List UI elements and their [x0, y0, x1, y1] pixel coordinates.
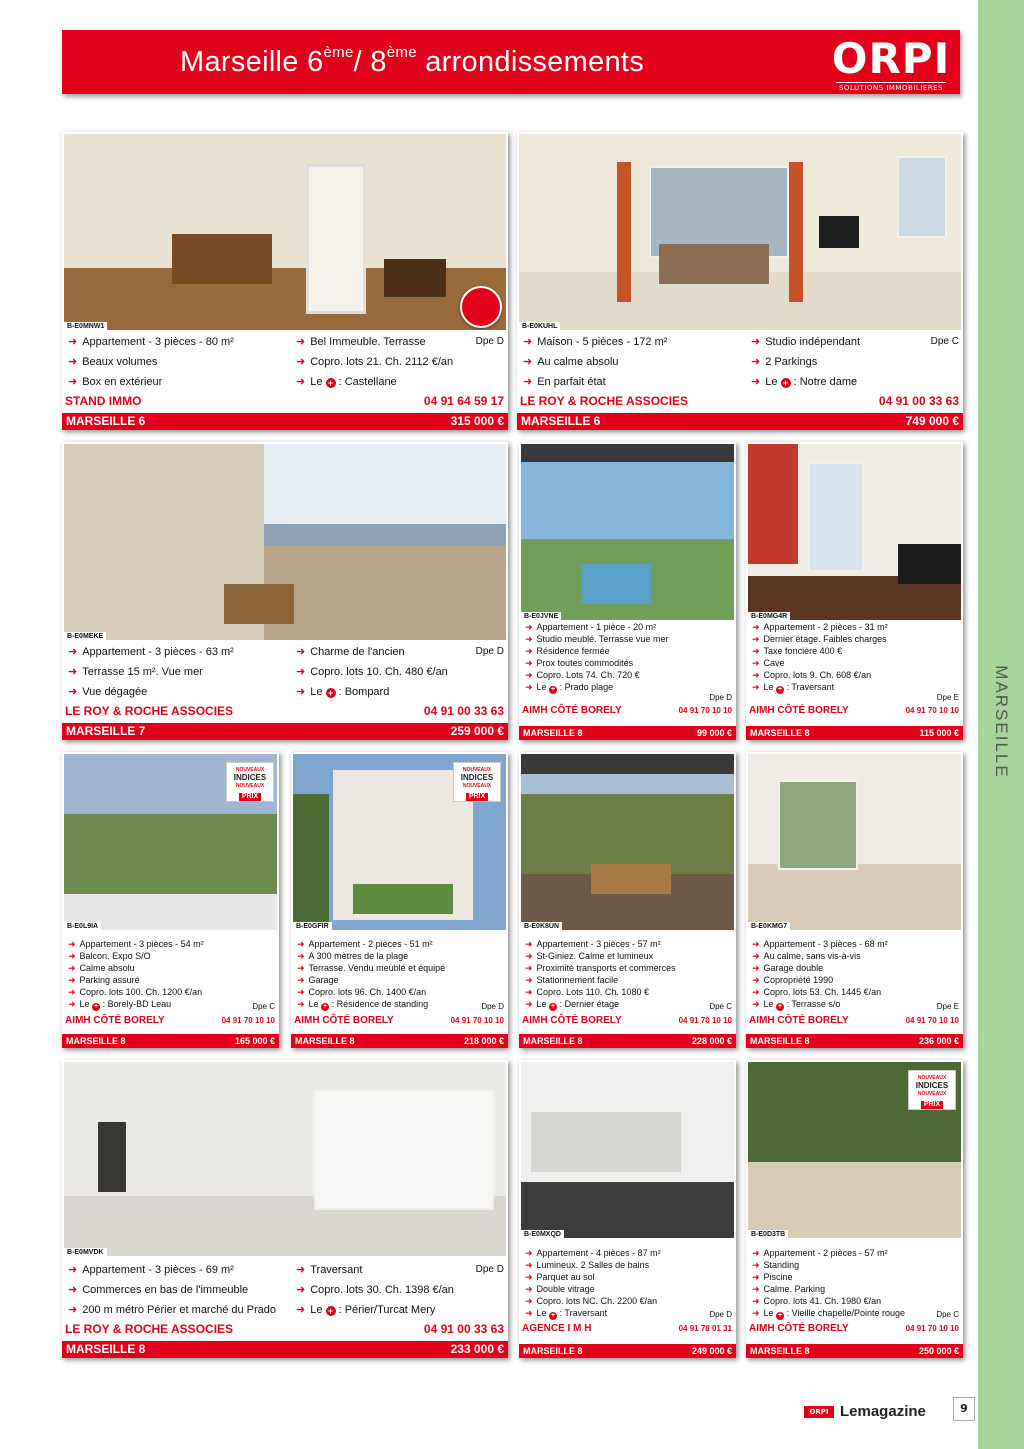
new-price-badge: NOUVEAUX INDICES NOUVEAUX PRIX — [226, 762, 274, 802]
agency-name[interactable]: LE ROY & ROCHE ASSOCIES — [65, 1322, 234, 1336]
agency-name[interactable]: AIMH CÔTÉ BORELY — [522, 1015, 622, 1026]
price-bar — [62, 413, 508, 430]
listing-card[interactable] — [746, 752, 963, 1048]
feature: ➜ Copro. lots 100. Ch. 1200 €/an — [68, 987, 203, 997]
city-label: MARSEILLE 8 — [66, 1342, 146, 1356]
agency-name[interactable]: AIMH CÔTÉ BORELY — [749, 705, 849, 716]
feature: ➜ 200 m métro Périer et marché du Prado — [68, 1304, 277, 1316]
plus-icon: + — [551, 1312, 556, 1319]
listing-ref: B-E0GFIR — [293, 922, 332, 930]
feature: ➜ Charme de l'ancien — [296, 646, 405, 658]
listing-card[interactable] — [62, 132, 508, 430]
photo-table — [172, 234, 272, 284]
feature-le-plus: ➜ Le + : Castellane — [296, 376, 397, 388]
photo-red-wall — [748, 444, 798, 564]
listing-ref: B-E0MEKE — [64, 632, 106, 640]
feature: ➜ Au calme, sans vis-à-vis — [752, 951, 861, 961]
listing-photo — [748, 444, 961, 620]
listing-card[interactable] — [291, 752, 508, 1048]
feature: ➜ Copro. lots 96. Ch. 1400 €/an — [297, 987, 427, 997]
city-label: MARSEILLE 8 — [750, 1346, 810, 1356]
price: 233 000 € — [450, 1342, 504, 1356]
price-bar — [62, 1034, 279, 1048]
price: 315 000 € — [450, 414, 504, 428]
photo-window — [778, 780, 858, 870]
listing-card[interactable] — [519, 1060, 736, 1358]
photo-city-view — [264, 544, 506, 640]
feature-le-plus: ➜ Le + : Bompard — [296, 686, 390, 698]
price-bar — [291, 1034, 508, 1048]
feature: ➜ Commerces en bas de l'immeuble — [68, 1284, 249, 1296]
city-label: MARSEILLE 6 — [66, 414, 146, 428]
listing-card[interactable] — [62, 442, 508, 740]
dpe-rating: Dpe D — [475, 336, 504, 347]
feature: ➜ Terrasse 15 m². Vue mer — [68, 666, 203, 678]
agency-phone[interactable]: 04 91 70 10 10 — [450, 1016, 504, 1025]
price-bar — [62, 723, 508, 740]
photo-curtain — [789, 162, 803, 302]
photo-sofa — [898, 544, 961, 584]
house-icon — [460, 286, 502, 328]
feature-le-plus: ➜ Le + : Traversant — [525, 1308, 608, 1319]
plus-icon: + — [551, 686, 556, 693]
price: 749 000 € — [905, 414, 959, 428]
photo-awning — [521, 444, 734, 462]
city-label: MARSEILLE 8 — [523, 1036, 583, 1046]
photo-table — [591, 864, 671, 894]
photo-table — [224, 584, 294, 624]
feature: ➜ Copro. Lots 110. Ch. 1080 € — [525, 987, 649, 997]
feature: ➜ Proximité transports et commerces — [525, 963, 676, 973]
price: 115 000 € — [919, 728, 959, 738]
listing-card[interactable] — [746, 1060, 963, 1358]
feature: ➜ Copropriété 1990 — [752, 975, 834, 985]
listing-photo — [521, 444, 734, 620]
listing-photo — [748, 1062, 961, 1238]
price-bar — [746, 726, 963, 740]
dpe-rating: Dpe E — [936, 1002, 959, 1011]
agency-phone[interactable]: 04 91 78 01 31 — [678, 1324, 732, 1333]
agency-phone[interactable]: 04 91 70 10 10 — [905, 706, 959, 715]
photo-curtain — [617, 162, 631, 302]
feature: ➜ Garage — [297, 975, 339, 985]
price: 236 000 € — [918, 1036, 959, 1046]
feature: ➜ Appartement - 3 pièces - 57 m² — [525, 939, 661, 949]
feature: ➜ Terrasse. Vendu meublé et équipé — [297, 963, 446, 973]
feature: ➜ Calme absolu — [68, 963, 135, 973]
feature-le-plus: ➜ Le + : Prado plage — [525, 682, 614, 693]
dpe-rating: Dpe D — [709, 693, 732, 702]
agency-phone[interactable]: 04 91 70 10 10 — [678, 706, 732, 715]
photo-floor — [748, 864, 961, 930]
feature: ➜ Parking assuré — [68, 975, 140, 985]
photo-gravel — [748, 1162, 961, 1238]
listing-photo — [64, 134, 506, 330]
feature: ➜ Studio indépendant — [751, 336, 861, 348]
orpi-logo — [830, 30, 952, 94]
feature: ➜ En parfait état — [523, 376, 606, 388]
listing-photo — [64, 1062, 506, 1256]
listing-ref: B-E0MG4R — [748, 612, 790, 620]
feature: ➜ Calme. Parking — [752, 1284, 826, 1294]
feature: ➜ Maison - 5 pièces - 172 m² — [523, 336, 668, 348]
title-city: Marseille 6 — [180, 46, 324, 78]
listing-ref: B-E0D3TB — [748, 1230, 788, 1238]
agency-name[interactable]: AIMH CÔTÉ BORELY — [522, 705, 622, 716]
feature: ➜ Copro. lots 41. Ch. 1980 €/an — [752, 1296, 882, 1306]
feature: ➜ Appartement - 3 pièces - 68 m² — [752, 939, 888, 949]
agency-name[interactable]: AIMH CÔTÉ BORELY — [294, 1015, 394, 1026]
plus-icon: + — [778, 1312, 783, 1319]
feature: ➜ Taxe foncière 400 € — [752, 646, 843, 656]
feature-le-plus: ➜ Le + : Traversant — [752, 682, 835, 693]
feature: ➜ Appartement - 2 pièces - 57 m² — [752, 1248, 888, 1258]
price: 250 000 € — [918, 1346, 959, 1356]
photo-doorway — [98, 1122, 126, 1192]
feature: ➜ A 300 mètres de la plage — [297, 951, 409, 961]
city-label: MARSEILLE 8 — [66, 1036, 126, 1046]
price: 218 000 € — [463, 1036, 504, 1046]
dpe-rating: Dpe D — [475, 1264, 504, 1275]
listing-photo — [64, 444, 506, 640]
feature: ➜ Parquet au sol — [525, 1272, 595, 1282]
price: 99 000 € — [696, 728, 732, 738]
photo-sofa — [659, 244, 769, 284]
listing-ref: B-E0MNW1 — [64, 322, 107, 330]
agency-phone[interactable]: 04 91 70 10 10 — [905, 1324, 959, 1333]
feature-le-plus: ➜ Le + : Notre dame — [751, 376, 858, 388]
agency-name[interactable]: AGENCE I M H — [522, 1323, 592, 1334]
feature: ➜ Appartement - 3 pièces - 63 m² — [68, 646, 234, 658]
feature: ➜ Appartement - 3 pièces - 54 m² — [68, 939, 204, 949]
photo-french-windows — [314, 1090, 494, 1210]
feature: ➜ Cave — [752, 658, 785, 668]
listing-card[interactable] — [519, 752, 736, 1048]
feature: ➜ Stationnement facile — [525, 975, 619, 985]
city-label: MARSEILLE 8 — [750, 728, 810, 738]
photo-tree — [293, 794, 329, 930]
photo-window — [808, 462, 864, 572]
new-price-badge: NOUVEAUX INDICES NOUVEAUX PRIX — [453, 762, 501, 802]
photo-door — [306, 164, 366, 314]
photo-cabinet — [384, 259, 446, 297]
agency-phone[interactable]: 04 91 64 59 17 — [423, 394, 504, 408]
price-bar — [746, 1344, 963, 1358]
listing-ref: B-E0K8UN — [521, 922, 562, 930]
title-sep: / 8 — [353, 46, 387, 78]
price-bar — [746, 1034, 963, 1048]
plus-icon: + — [778, 1003, 783, 1010]
page-number: 9 — [953, 1397, 975, 1421]
feature-le-plus: ➜ Le + : Périer/Turcat Mery — [296, 1304, 436, 1316]
price: 228 000 € — [691, 1036, 732, 1046]
photo-table — [581, 564, 651, 604]
feature: ➜ Studio meublé. Terrasse vue mer — [525, 634, 669, 644]
listing-ref: B-E0MXQD — [521, 1230, 564, 1238]
feature-le-plus: ➜ Le + : Vieille chapelle/Pointe rouge — [752, 1308, 905, 1319]
feature: ➜ Lumineux. 2 Salles de bains — [525, 1260, 650, 1270]
dpe-rating: Dpe D — [475, 646, 504, 657]
city-label: MARSEILLE 8 — [295, 1036, 355, 1046]
title-sup-1: ème — [323, 44, 354, 61]
listing-photo — [521, 1062, 734, 1238]
listing-photo — [519, 134, 961, 330]
photo-awning — [521, 754, 734, 774]
footer-orpi-logo: ORPI — [804, 1406, 834, 1418]
plus-icon: + — [551, 1003, 556, 1010]
agency-name[interactable]: AIMH CÔTÉ BORELY — [749, 1015, 849, 1026]
listing-card[interactable] — [517, 132, 963, 430]
dpe-rating: Dpe C — [936, 1310, 959, 1319]
price-bar — [519, 1344, 736, 1358]
photo-hedge — [353, 884, 453, 914]
listing-ref: B-E0KMG7 — [748, 922, 790, 930]
agency-name[interactable]: LE ROY & ROCHE ASSOCIES — [65, 704, 234, 718]
feature: ➜ Standing — [752, 1260, 800, 1270]
feature: ➜ Appartement - 2 pièces - 31 m² — [752, 622, 888, 632]
agency-phone[interactable]: 04 91 00 33 63 — [423, 704, 504, 718]
feature: ➜ Garage double — [752, 963, 824, 973]
dpe-rating: Dpe C — [709, 1002, 732, 1011]
feature-le-plus: ➜ Le + : Dernier étage — [525, 999, 620, 1010]
agency-phone[interactable]: 04 91 70 10 10 — [905, 1016, 959, 1025]
feature: ➜ Copro. lots NC. Ch. 2200 €/an — [525, 1296, 658, 1306]
side-label: MARSEILLE — [992, 665, 1011, 779]
feature-le-plus: ➜ Le + : Résidence de standing — [297, 999, 429, 1010]
listing-photo — [748, 754, 961, 930]
plus-icon: + — [778, 686, 783, 693]
feature: ➜ Au calme absolu — [523, 356, 619, 368]
dpe-rating: Dpe E — [936, 693, 959, 702]
city-label: MARSEILLE 8 — [750, 1036, 810, 1046]
dpe-rating: Dpe C — [930, 336, 959, 347]
feature: ➜ Copro. lots 10. Ch. 480 €/an — [296, 666, 448, 678]
feature: ➜ Résidence fermée — [525, 646, 610, 656]
listing-photo — [521, 754, 734, 930]
feature: ➜ Piscine — [752, 1272, 793, 1282]
feature: ➜ Vue dégagée — [68, 686, 148, 698]
agency-name[interactable]: AIMH CÔTÉ BORELY — [65, 1015, 165, 1026]
agency-phone[interactable]: 04 91 00 33 63 — [423, 1322, 504, 1336]
city-label: MARSEILLE 8 — [523, 728, 583, 738]
feature: ➜ Traversant — [296, 1264, 363, 1276]
photo-window — [897, 156, 947, 238]
listing-card[interactable] — [62, 752, 279, 1048]
listing-ref: B-E0JVNE — [521, 612, 561, 620]
photo-kitchen — [531, 1112, 681, 1172]
feature: ➜ Copro. Lots 74. Ch. 720 € — [525, 670, 640, 680]
title-sup-2: ème — [386, 44, 417, 61]
feature: ➜ Appartement - 2 pièces - 51 m² — [297, 939, 433, 949]
feature: ➜ 2 Parkings — [751, 356, 818, 368]
feature-le-plus: ➜ Le + : Terrasse s/o — [752, 999, 841, 1010]
photo-trees — [521, 794, 734, 874]
listing-card[interactable] — [62, 1060, 508, 1358]
feature: ➜ Copro. lots 21. Ch. 2112 €/an — [296, 356, 454, 368]
city-label: MARSEILLE 8 — [523, 1346, 583, 1356]
page-title — [180, 44, 644, 79]
plus-icon: + — [781, 378, 791, 388]
feature: ➜ Bel Immeuble. Terrasse — [296, 336, 426, 348]
footer-magazine-name: Lemagazine — [840, 1403, 926, 1420]
feature: ➜ Appartement - 1 pièce - 20 m² — [525, 622, 657, 632]
photo-tv — [819, 216, 859, 248]
listing-card[interactable] — [519, 442, 736, 740]
listing-card[interactable] — [746, 442, 963, 740]
feature-le-plus: ➜ Le + : Borely-BD Leau — [68, 999, 172, 1010]
listing-ref: B-E0MVDK — [64, 1248, 107, 1256]
feature: ➜ Dernier étage. Faibles charges — [752, 634, 887, 644]
feature: ➜ Appartement - 3 pièces - 69 m² — [68, 1264, 234, 1276]
listing-ref: B-E0KUHL — [519, 322, 560, 330]
agency-phone[interactable]: 04 91 70 10 10 — [678, 1016, 732, 1025]
price: 165 000 € — [234, 1036, 275, 1046]
feature: ➜ Box en extérieur — [68, 376, 163, 388]
agency-phone[interactable]: 04 91 00 33 63 — [878, 394, 959, 408]
feature: ➜ Copro. lots 30. Ch. 1398 €/an — [296, 1284, 454, 1296]
listing-photo — [64, 754, 277, 930]
agency-name[interactable]: LE ROY & ROCHE ASSOCIES — [520, 394, 689, 408]
new-price-badge: NOUVEAUX INDICES NOUVEAUX PRIX — [908, 1070, 956, 1110]
dpe-rating: Dpe D — [481, 1002, 504, 1011]
agency-phone[interactable]: 04 91 70 10 10 — [221, 1016, 275, 1025]
listing-ref: B-E0L9IA — [64, 922, 101, 930]
header-banner — [62, 30, 960, 94]
price: 249 000 € — [691, 1346, 732, 1356]
agency-name[interactable]: STAND IMMO — [65, 394, 142, 408]
plus-icon: + — [326, 378, 336, 388]
city-label: MARSEILLE 7 — [66, 724, 146, 738]
feature: ➜ St-Giniez. Calme et lumineux — [525, 951, 654, 961]
photo-sea — [264, 524, 506, 546]
plus-icon: + — [323, 1003, 328, 1010]
listing-photo — [293, 754, 506, 930]
city-label: MARSEILLE 6 — [521, 414, 601, 428]
feature: ➜ Beaux volumes — [68, 356, 158, 368]
plus-icon: + — [326, 1306, 336, 1316]
price-bar — [62, 1341, 508, 1358]
feature: ➜ Appartement - 4 pièces - 87 m² — [525, 1248, 661, 1258]
logo-subtitle: SOLUTIONS IMMOBILIERES — [836, 82, 946, 92]
price: 259 000 € — [450, 724, 504, 738]
feature: ➜ Double vitrage — [525, 1284, 595, 1294]
price-bar — [519, 1034, 736, 1048]
feature: ➜ Appartement - 3 pièces - 80 m² — [68, 336, 234, 348]
feature: ➜ Copro. lots 9. Ch. 608 €/an — [752, 670, 872, 680]
plus-icon: + — [326, 688, 336, 698]
title-rest: arrondissements — [416, 46, 645, 78]
plus-icon: + — [94, 1003, 99, 1010]
feature: ➜ Prox toutes commodités — [525, 658, 634, 668]
agency-name[interactable]: AIMH CÔTÉ BORELY — [749, 1323, 849, 1334]
logo-mark: ORPI — [831, 34, 951, 83]
feature: ➜ Copro. lots 53. Ch. 1445 €/an — [752, 987, 882, 997]
feature: ➜ Balcon. Expo S/O — [68, 951, 151, 961]
dpe-rating: Dpe D — [709, 1310, 732, 1319]
dpe-rating: Dpe C — [252, 1002, 275, 1011]
price-bar — [519, 726, 736, 740]
price-bar — [517, 413, 963, 430]
